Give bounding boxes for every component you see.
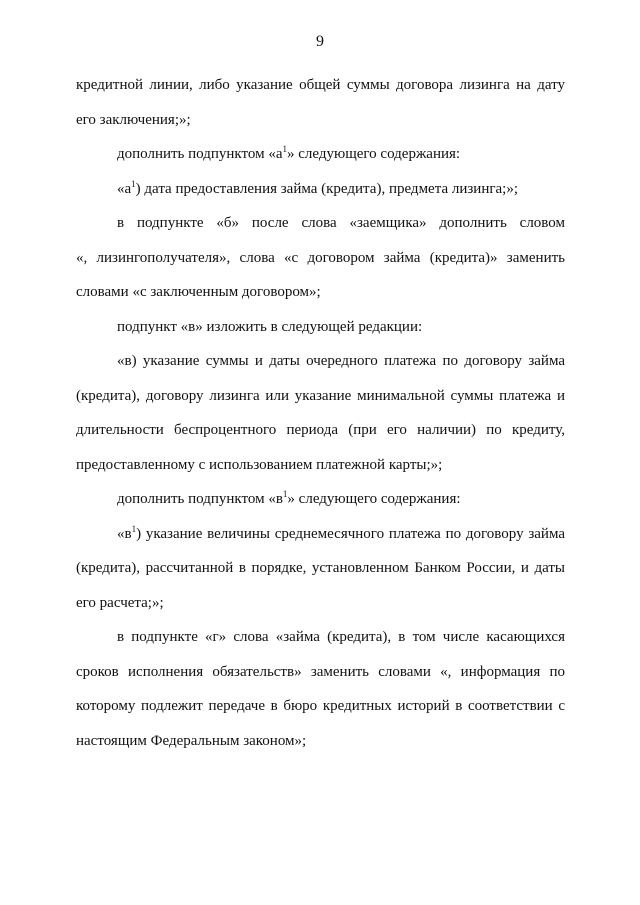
paragraph-subitem-g bbox=[76, 620, 565, 758]
text-line: (кредита), рассчитанной в порядке, установленном Банком России, и даты bbox=[76, 560, 565, 576]
text-line: сроков исполнения обязательств» заменить словами «, информация по bbox=[76, 663, 565, 680]
text-line: словами «с заключенным договором»; bbox=[76, 284, 321, 300]
text-line: предоставленному с использованием платежной карты;»; bbox=[76, 456, 443, 473]
document-body bbox=[76, 68, 565, 758]
text-line: «, лизингополучателя», слова «с договором займа (кредита)» заменить bbox=[76, 249, 565, 266]
text-fragment: » следующего содержания: bbox=[287, 146, 461, 162]
page-number: 9 bbox=[316, 33, 324, 50]
superscript: 1 bbox=[131, 178, 136, 189]
paragraph-subitem-v-heading bbox=[76, 310, 565, 345]
text-fragment: ) дата предоставления займа (кредита), предмета лизинга;»; bbox=[135, 180, 518, 197]
paragraph-subitem-v-text bbox=[76, 344, 565, 482]
text-line: которому подлежит передаче в бюро кредитных историй в соответствии с bbox=[76, 698, 565, 714]
paragraph-continuation bbox=[76, 68, 565, 137]
superscript: 1 bbox=[282, 489, 288, 499]
text-line: кредитной линии, либо указание общей суммы договора лизинга на дату bbox=[76, 77, 565, 93]
paragraph-add-subitem-a1 bbox=[76, 137, 565, 172]
text-line: в подпункте «б» после слова «заемщика» дополнить словом bbox=[117, 215, 565, 231]
superscript: 1 bbox=[131, 523, 137, 534]
text-fragment: «в bbox=[117, 525, 132, 542]
text-fragment: дополнить подпунктом «а bbox=[117, 146, 283, 162]
paragraph-subitem-b bbox=[76, 206, 565, 310]
text-fragment: «а bbox=[117, 180, 132, 197]
paragraph-subitem-a1-text bbox=[76, 172, 565, 207]
text-fragment: ) указание величины среднемесячного платежа по договору займа bbox=[136, 525, 565, 542]
paragraph-subitem-v1-text bbox=[76, 517, 565, 621]
text-line: настоящим Федеральным законом»; bbox=[76, 732, 307, 749]
text-line: в подпункте «г» слова «займа (кредита), в том числе касающихся bbox=[117, 629, 565, 645]
text-line bbox=[76, 517, 565, 552]
paragraph-add-subitem-v1 bbox=[76, 482, 565, 517]
text-fragment: подпункт «в» изложить в следующей редакции: bbox=[117, 318, 423, 335]
text-fragment: » следующего содержания: bbox=[287, 491, 461, 507]
superscript: 1 bbox=[282, 144, 287, 154]
text-line: его заключения;»; bbox=[76, 111, 191, 128]
text-line: «в) указание суммы и даты очередного платежа по договору займа bbox=[117, 353, 565, 369]
text-line: его расчета;»; bbox=[76, 594, 164, 611]
text-line: длительности беспроцентного периода (при его наличии) по кредиту, bbox=[76, 422, 565, 438]
text-fragment: дополнить подпунктом «в bbox=[117, 491, 283, 507]
text-line: (кредита), договору лизинга или указание минимальной суммы платежа и bbox=[76, 387, 565, 404]
